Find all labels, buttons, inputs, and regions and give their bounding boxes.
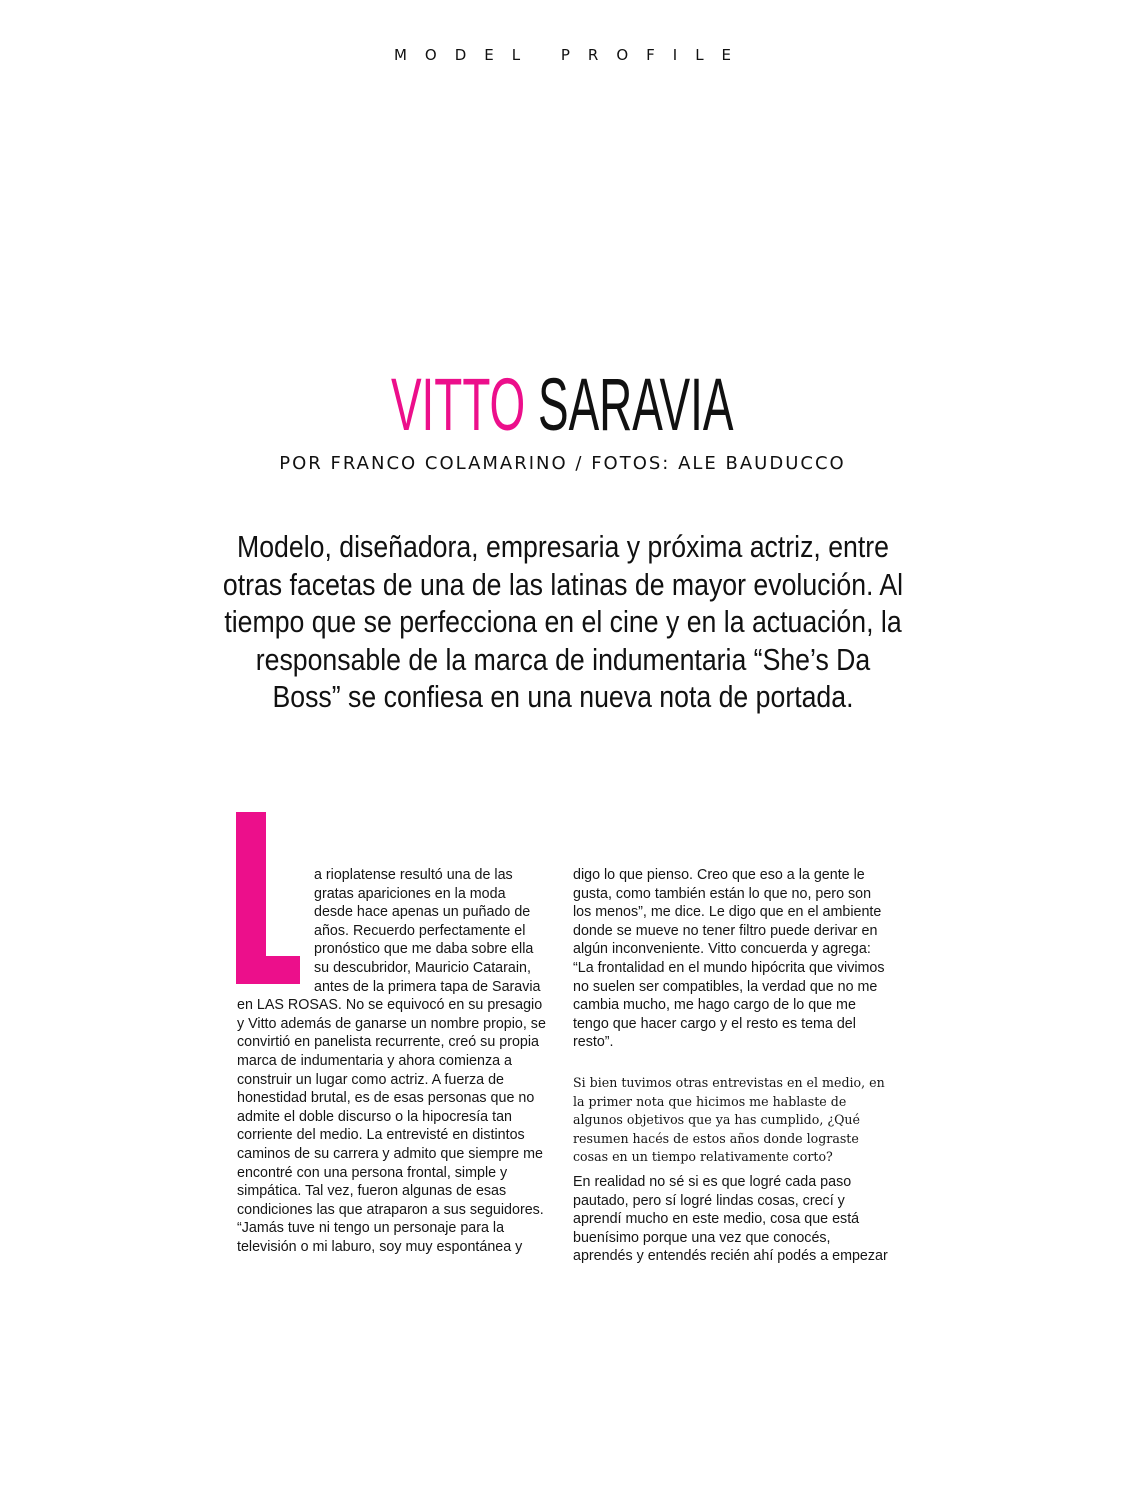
byline: POR FRANCO COLAMARINO / FOTOS: ALE BAUDUCCO (279, 453, 846, 474)
right-column-paragraph: digo lo que pienso. Creo que eso a la gente le gusta, como también están lo que no, pero son los menos”, me dice. Le digo que en el ambiente donde se mueve no tener filtro puede derivar en algún inconveniente. Vitto concuerda y agrega: “La frontalidad en el mundo hipócrita que vivimos no suelen ser compatibles, la verdad que no me cambia mucho, me hago cargo de lo que me tengo que hacer cargo y el resto es tema del resto”. (573, 867, 885, 1051)
section-label: MODEL PROFILE (393, 46, 750, 64)
text-line: su descubridor, Mauricio Catarain, (314, 959, 531, 976)
text-line: pronóstico que me daba sobre ella (314, 941, 534, 958)
headline-first-name: VITTO (391, 363, 526, 446)
standfirst (220, 528, 905, 716)
standfirst-text: Modelo, diseñadora, empresaria y próxima actriz, entre otras facetas de una de las latinas de mayor evolución. Al tiempo que se perfecciona en el cine y en la actuación, la responsable de la marca de indumentaria “She’s Da Boss” se confiesa en una nueva nota de portada. (222, 529, 904, 714)
article-column-left (237, 866, 549, 1256)
article-headline (0, 360, 1125, 450)
article-column-right (573, 866, 888, 1266)
headline-last-name: SARAVIA (538, 363, 734, 446)
left-column-body: en LAS ROSAS. No se equivocó en su presagio y Vitto además de ganarse un nombre propio, se convirtió en panelista recurrente, creó su propia marca de indumentaria y ahora comienza a construir un lugar como actriz. A fuerza de honestidad brutal, es de esas personas que no admite el doble discurso o la hipocresía tan corriente del medio. La entrevisté en distintos caminos de su carrera y admito que siempre me encontré con una persona frontal, simple y simpática. Tal vez, fueron algunas de esas condiciones las que atraparon a sus seguidores. “Jamás tuve ni tengo un personaje para la televisión o mi laburo, soy muy espontánea y (237, 997, 546, 1255)
text-line: a rioplatense resultó una de las (314, 867, 513, 883)
interview-question: Si bien tuvimos otras entrevistas en el medio, en la primer nota que hicimos me hablaste de algunos objetivos que ya has cumplido, ¿Qué resumen hacés de estos años donde lograste cosas en un tiempo relativamente corto? (573, 1074, 885, 1165)
interview-answer: En realidad no sé si es que logré cada paso pautado, pero sí logré lindas cosas, crecí y aprendí mucho en este medio, cosa que está buenísimo porque una vez que conocés, aprendés y entendés recién ahí podés a empezar (573, 1173, 888, 1265)
text-line: antes de la primera tapa de Saravia (314, 978, 541, 995)
text-line: gratas apariciones en la moda (314, 885, 506, 902)
text-line: desde hace apenas un puñado de (314, 904, 531, 921)
text-line: años. Recuerdo perfectamente el (314, 922, 526, 939)
headline-wrapper (391, 360, 733, 450)
dropcap-wrapped-lines (237, 866, 549, 996)
